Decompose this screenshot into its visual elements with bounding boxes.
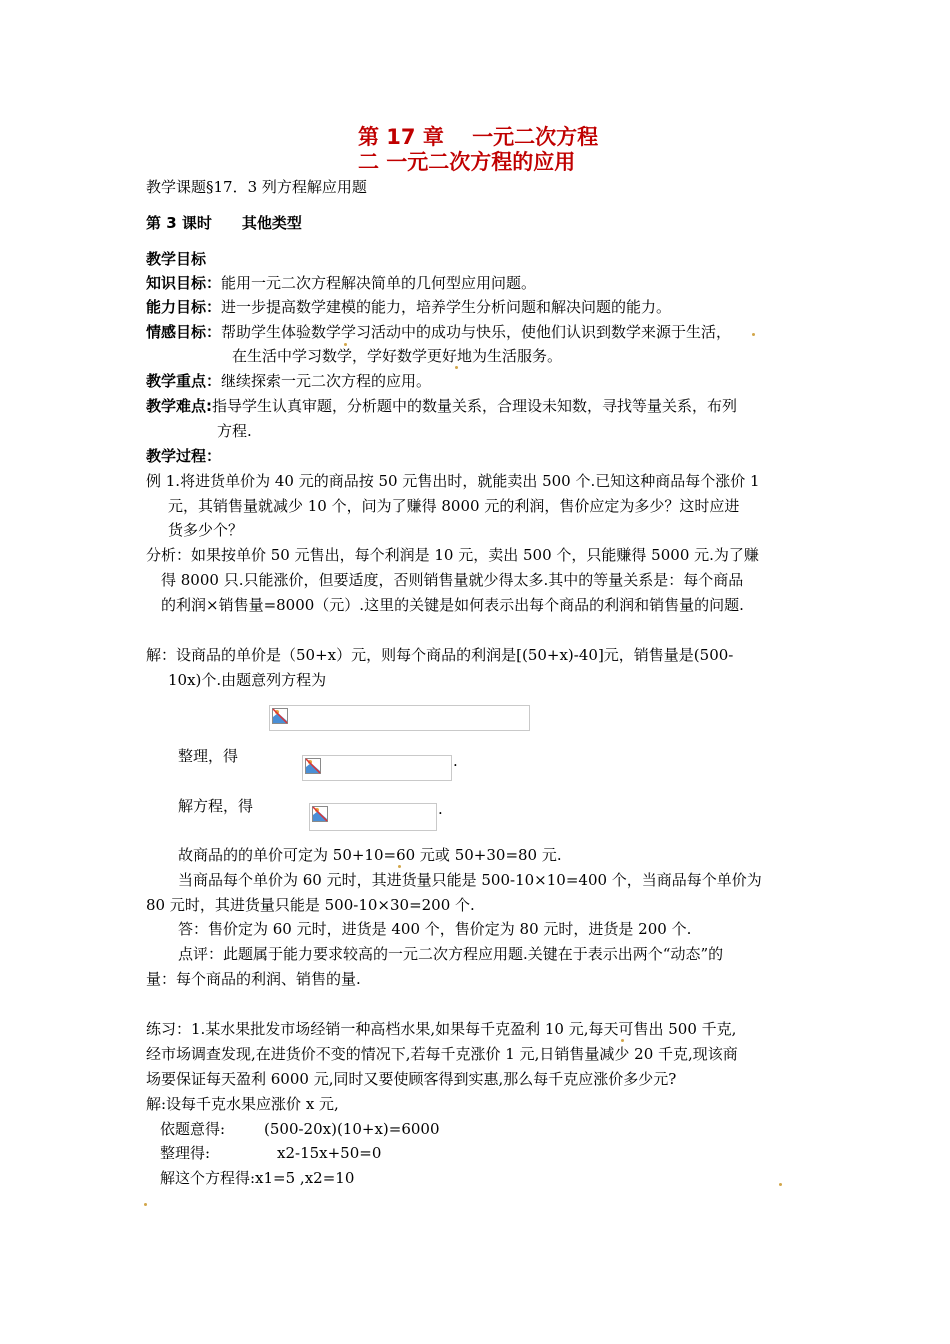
example-line-2: 元，其销售量就减少 10 个，问为了赚得 8000 元的利润，售价应定为多少？这时应进 bbox=[168, 497, 740, 515]
practice-solution-2-label: 依题意得: bbox=[160, 1120, 226, 1138]
decorative-dot bbox=[752, 333, 755, 336]
comment-line-2: 量：每个商品的利润、销售的量. bbox=[146, 970, 361, 988]
practice-solution-3-label: 整理得: bbox=[160, 1144, 211, 1162]
difficulty-text-1: 指导学生认真审题，分析题中的数量关系，合理设未知数，寻找等量关系，布列 bbox=[212, 397, 738, 415]
broken-image-icon bbox=[305, 758, 321, 774]
key-text: 继续探索一元二次方程的应用。 bbox=[221, 372, 432, 390]
emotion-goal bbox=[146, 325, 731, 340]
analysis-line-1: 分析：如果按单价 50 元售出，每个利润是 10 元，卖出 500 个，只能赚得 5000 元.为了赚 bbox=[146, 546, 759, 564]
knowledge-label: 知识目标： bbox=[146, 274, 222, 292]
knowledge-goal bbox=[146, 276, 536, 291]
decorative-dot bbox=[344, 343, 347, 346]
conclusion-line-1: 故商品的的单价可定为 50+10=60 元或 50+30=80 元. bbox=[178, 846, 562, 864]
ability-goal bbox=[146, 300, 671, 315]
process-heading: 教学过程： bbox=[146, 447, 222, 465]
simplify-label: 整理，得 bbox=[178, 747, 239, 765]
practice-solution-3-eq: x2-15x+50=0 bbox=[277, 1144, 382, 1162]
equation-image bbox=[269, 705, 530, 731]
solution-line-2: 10x)个.由题意列方程为 bbox=[168, 671, 327, 689]
period-mark: . bbox=[438, 800, 443, 818]
goals-heading: 教学目标 bbox=[146, 250, 207, 268]
practice-line-2: 经市场调查发现,在进货价不变的情况下,若每千克涨价 1 元,日销售量减少 20 千克,现该商 bbox=[146, 1045, 738, 1063]
practice-solution-1: 解:设每千克水果应涨价 x 元, bbox=[146, 1095, 339, 1113]
period-mark: . bbox=[453, 752, 458, 770]
decorative-dot bbox=[398, 865, 401, 868]
key-label: 教学重点： bbox=[146, 372, 222, 390]
lesson-topic: 教学课题§17．3 列方程解应用题 bbox=[146, 178, 367, 196]
emotion-label: 情感目标： bbox=[146, 323, 222, 341]
practice-line-3: 场要保证每天盈利 6000 元,同时又要使顾客得到实惠,那么每千克应涨价多少元? bbox=[146, 1070, 677, 1088]
ability-label: 能力目标： bbox=[146, 298, 222, 316]
conclusion-line-2a: 当商品每个单价为 60 元时，其进货量只能是 500-10×10=400 个，当商品每个单价为 bbox=[178, 871, 762, 889]
practice-solution-4: 解这个方程得:x1=5 ,x2=10 bbox=[160, 1169, 355, 1187]
analysis-line-3: 的利润×销售量=8000（元）.这里的关键是如何表示出每个商品的利润和销售量的问题. bbox=[161, 596, 744, 614]
simplified-equation-image bbox=[302, 755, 452, 781]
lesson-period: 第 3 课时 其他类型 bbox=[146, 214, 302, 232]
section-title: 二 一元二次方程的应用 bbox=[358, 150, 576, 174]
broken-image-icon bbox=[312, 806, 328, 822]
example-line-1: 例 1.将进货单价为 40 元的商品按 50 元售出时，就能卖出 500 个.已知这种商品每个涨价 1 bbox=[146, 472, 760, 490]
ability-text: 进一步提高数学建模的能力，培养学生分析问题和解决问题的能力。 bbox=[221, 298, 672, 316]
analysis-line-2: 得 8000 只.只能涨价，但要适度，否则销售量就少得太多.其中的等量关系是：每个商品 bbox=[161, 571, 744, 589]
solution-line-1: 解：设商品的单价是（50+x）元，则每个商品的利润是[(50+x)-40]元，销售量是(500- bbox=[146, 646, 734, 664]
decorative-dot bbox=[144, 1203, 147, 1206]
solve-label: 解方程，得 bbox=[178, 797, 254, 815]
conclusion-line-2b: 80 元时，其进货量只能是 500-10×30=200 个. bbox=[146, 896, 475, 914]
broken-image-icon bbox=[272, 708, 288, 724]
difficulty-text-2: 方程. bbox=[217, 422, 252, 440]
answer-line: 答：售价定为 60 元时，进货是 400 个，售价定为 80 元时，进货是 200 个. bbox=[178, 920, 692, 938]
knowledge-text: 能用一元二次方程解决简单的几何型应用问题。 bbox=[221, 274, 537, 292]
difficulty-label: 教学难点: bbox=[146, 397, 212, 415]
key-point bbox=[146, 374, 431, 389]
chapter-title: 第 17 章 一元二次方程 bbox=[358, 125, 599, 149]
solution-equation-image bbox=[309, 803, 437, 831]
decorative-dot bbox=[621, 1039, 624, 1042]
decorative-dot bbox=[779, 1183, 782, 1186]
decorative-dot bbox=[455, 366, 458, 369]
practice-solution-2-eq: (500-20x)(10+x)=6000 bbox=[264, 1120, 440, 1138]
difficulty-point bbox=[146, 399, 737, 414]
practice-line-1: 练习：1.某水果批发市场经销一种高档水果,如果每千克盈利 10 元,每天可售出 500 千克, bbox=[146, 1020, 737, 1038]
example-line-3: 货多少个？ bbox=[168, 521, 244, 539]
emotion-text-2: 在生活中学习数学，学好数学更好地为生活服务。 bbox=[232, 347, 563, 365]
comment-line-1: 点评：此题属于能力要求较高的一元二次方程应用题.关键在于表示出两个“动态”的 bbox=[178, 945, 724, 963]
emotion-text-1: 帮助学生体验数学学习活动中的成功与快乐，使他们认识到数学来源于生活， bbox=[221, 323, 732, 341]
